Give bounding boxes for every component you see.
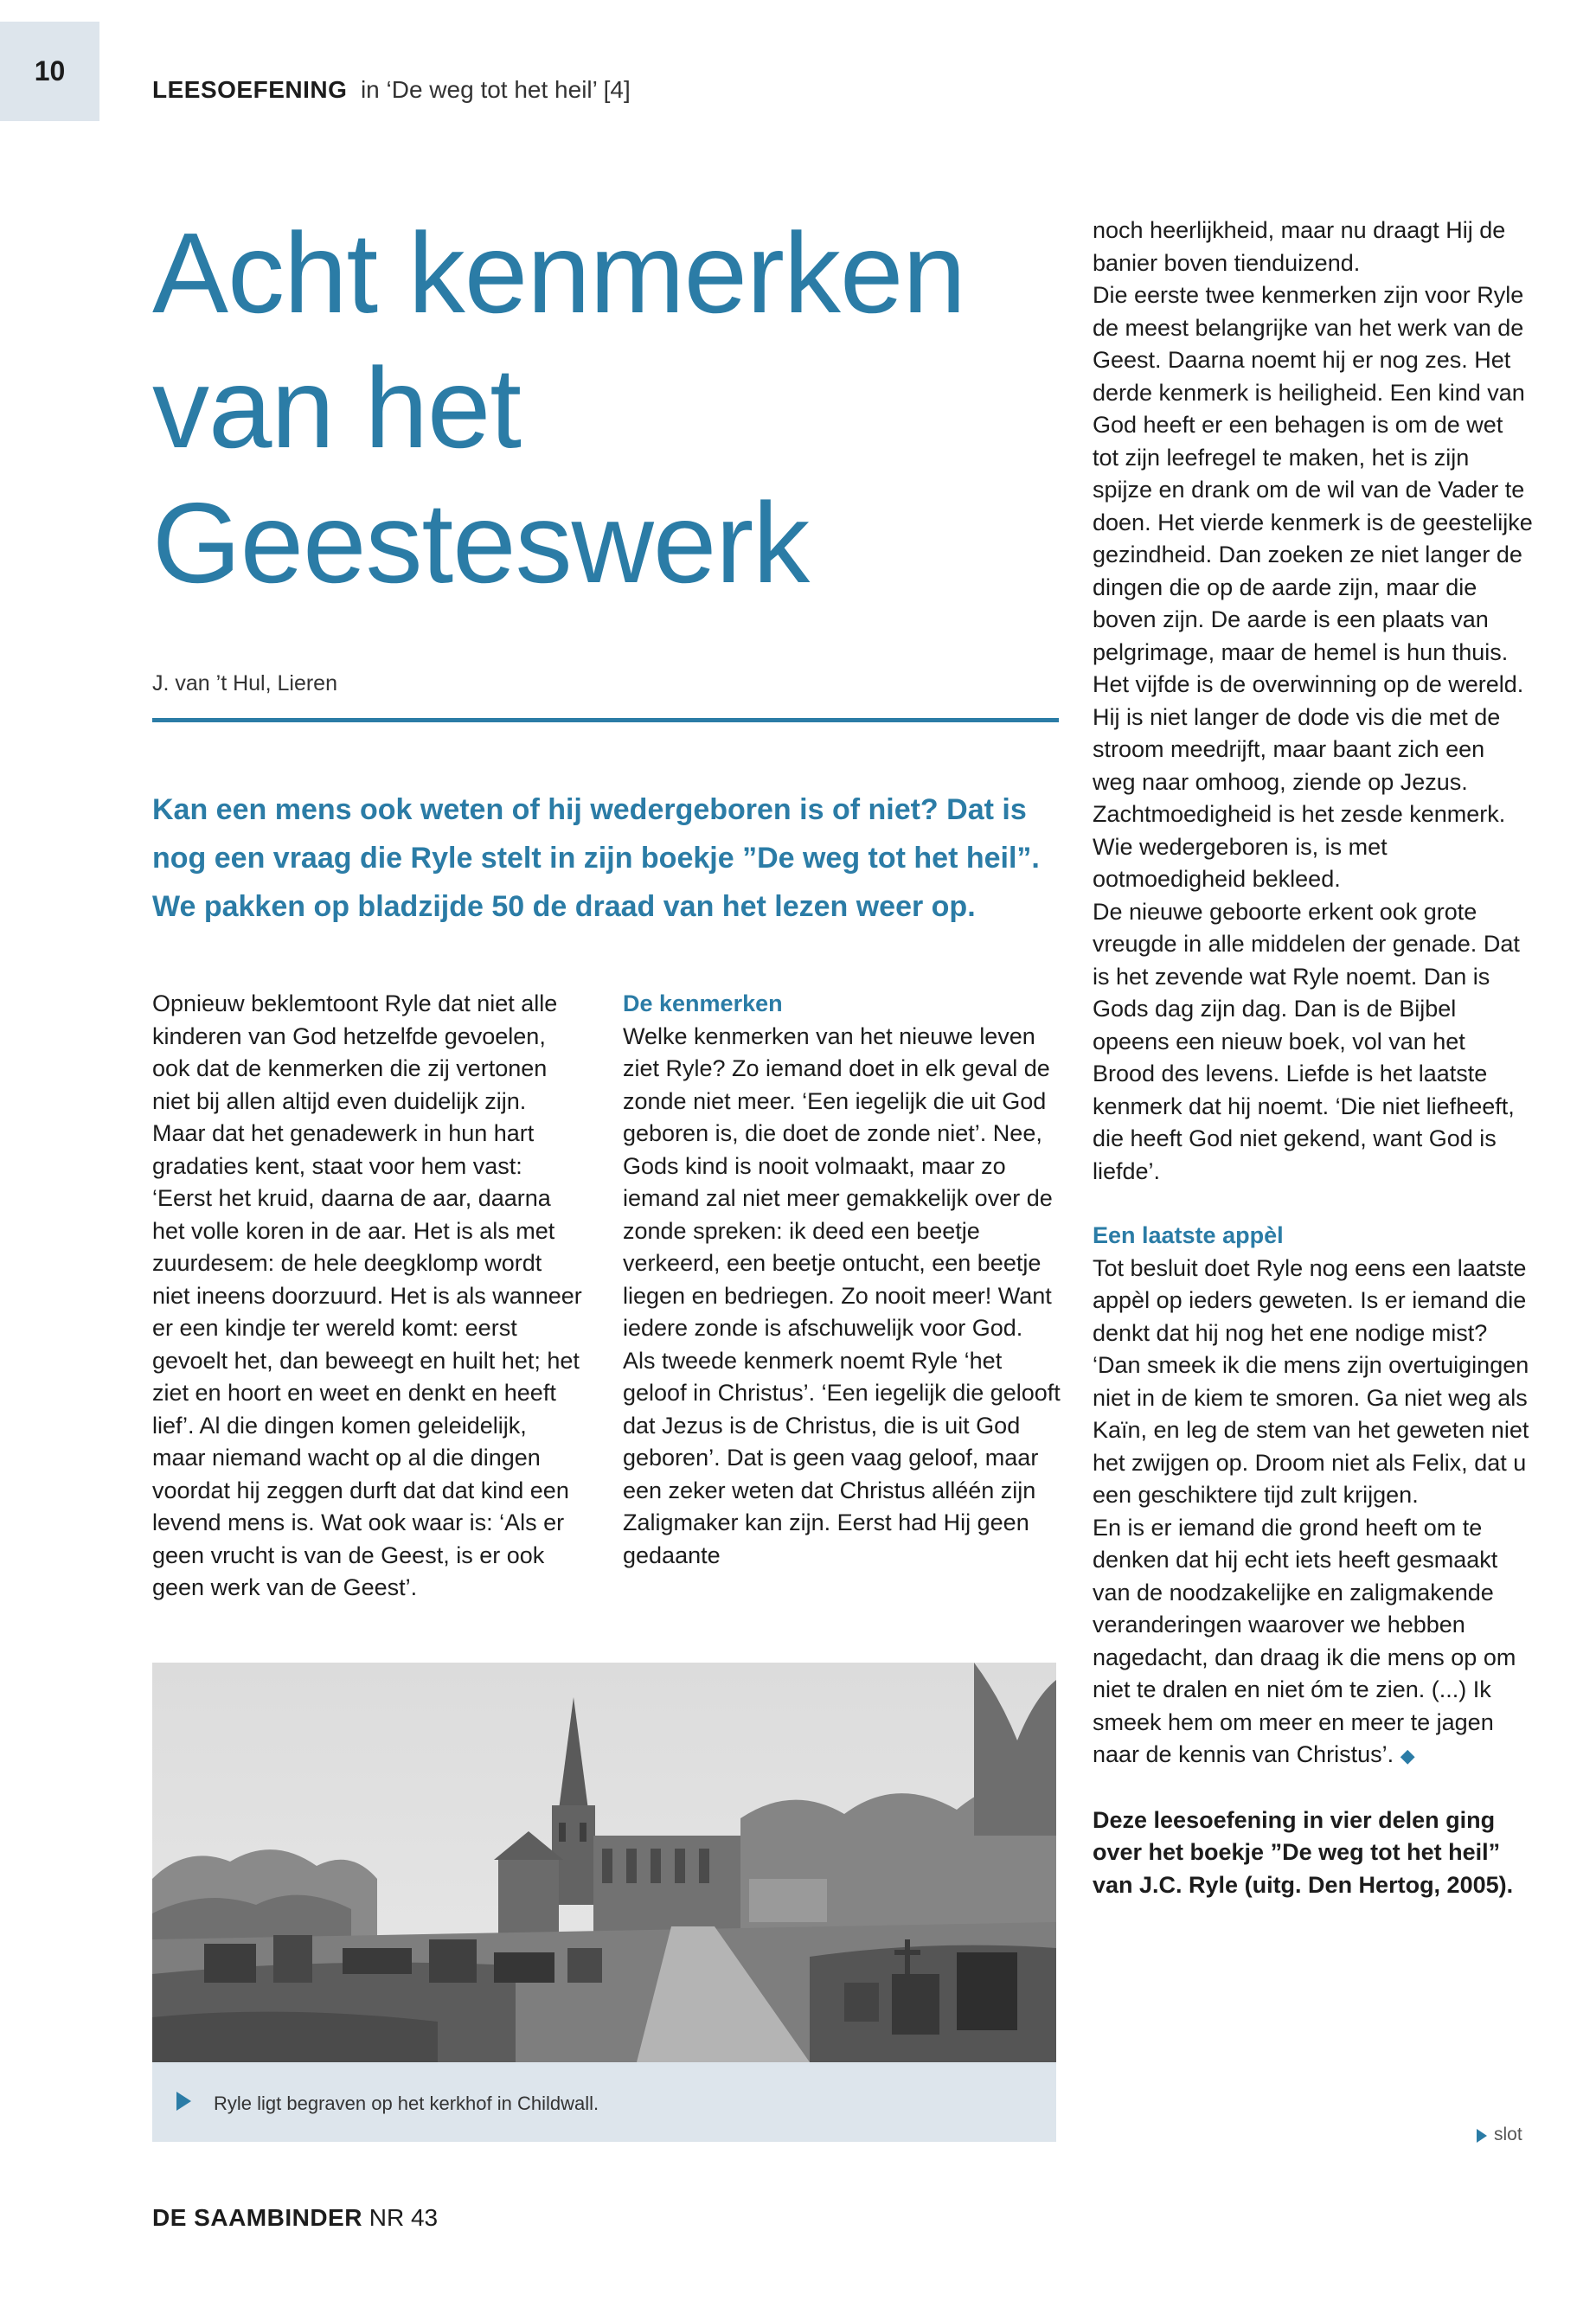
end-mark-icon: ◆ (1400, 1745, 1415, 1766)
paragraph-gap (1093, 1772, 1534, 1804)
issue-number: NR 43 (369, 2204, 439, 2231)
body-paragraph-text: En is er iemand die grond heeft om te denken dat hij echt iets heeft gesmaakt van de noodzakelijke en zaligmakende veranderingen waarover we hebben nagedacht, dan draag ik die mens op om niet te dralen en niet óm te zien. (...) Ik smeek hem om meer en meer te jagen naar de kennis van Christus’. (1093, 1514, 1516, 1767)
section-label: LEESOEFENING (152, 76, 348, 103)
churchyard-photo-illustration (152, 1663, 1056, 2062)
page-footer (152, 2204, 438, 2232)
continuation-label: slot (1494, 2125, 1522, 2144)
title-line-2: van het (152, 344, 521, 471)
subheading-appel: Een laatste appèl (1093, 1222, 1284, 1248)
author-byline: J. van ’t Hul, Lieren (152, 671, 337, 695)
photo-caption: Ryle ligt begraven op het kerkhof in Childwall. (214, 2093, 599, 2114)
body-paragraph: Het vijfde is de overwinning op de wereld. Hij is niet langer de dode vis die met de stroom meedrijft, maar baant zich een weg naar omhoog, ziende op Jezus. Zachtmoedigheid is het zesde kenmerk. Wie wedergeboren is, is met ootmoedigheid bekleed. (1093, 671, 1524, 892)
body-paragraph: Tot besluit doet Ryle nog eens een laatste appèl op ieders geweten. Is er iemand die denkt dat hij nog het ene nodige mist? ‘Dan smeek ik die mens zijn overtuigingen niet in de kiem te smoren. Ga niet weg als Kaïn, en leg de stem van het geweten niet het zwijgen op. Droom niet als Felix, dat u een geschiktere tijd zult krijgen. (1093, 1254, 1529, 1508)
caption-triangle-icon (176, 2092, 191, 2111)
body-paragraph: De nieuwe geboorte erkent ook grote vreugde in alle middelen der genade. Dat is het zevende wat Ryle noemt. Dan is Gods dag zijn dag. Dan is de Bijbel opeens een nieuw boek, vol van het Brood des levens. Liefde is het laatste kenmerk dat hij noemt. ‘Die niet liefheeft, die heeft God niet gekend, want God is liefde’. (1093, 898, 1520, 1184)
intro-text: Kan een mens ook weten of hij wedergeboren is of niet? Dat is nog een vraag die Ryle stelt in zijn boekje ”De weg tot het heil”. We pakken op bladzijde 50 de draad van het lezen weer op. (152, 793, 1040, 923)
churchyard-photo (152, 1663, 1056, 2062)
continuation-triangle-icon (1477, 2129, 1487, 2143)
body-paragraph: Als tweede kenmerk noemt Ryle ‘het geloof in Christus’. ‘Een iegelijk die gelooft dat Jezus is de Christus, die is uit God geboren’. Dat is geen vaag geloof, maar een zeker weten dat Christus alléén zijn Zaligmaker kan zijn. Eerst had Hij geen gedaante (623, 1347, 1061, 1568)
body-paragraph: Opnieuw beklemtoont Ryle dat niet alle kinderen van God hetzelfde gevoelen, ook dat de kenmerken die zij vertonen niet bij allen altijd even duidelijk zijn. Maar dat het genadewerk in hun hart gradaties kent, staat voor hem vast: ‘Eerst het kruid, daarna de aar, daarna het volle koren in de aar. Het is als met zuurdesem: de hele deegklomp wordt niet ineens doorzuurd. Het is als wanneer er een kindje ter wereld komt: eerst gevoelt het, dan beweegt en huilt het; het ziet en hoort en weet en denkt en heeft lief’. Al die dingen komen geleidelijk, maar niemand wacht op al die dingen voordat hij zeggen durft dat dat kind een levend mens is. Wat ook waar is: ‘Als er geen vrucht is van de Geest, is er ook geen werk van de Geest’. (152, 990, 582, 1600)
title-rule (152, 718, 1059, 722)
title-line-1: Acht kenmerken (152, 209, 965, 336)
paragraph-gap (1093, 1188, 1534, 1220)
series-text: in ‘De weg tot het heil’ [4] (360, 76, 631, 103)
body-paragraph (1093, 1512, 1534, 1772)
subheading-kenmerken: De kenmerken (623, 990, 783, 1016)
page-number-text: 10 (34, 55, 66, 87)
closing-note: Deze leesoefening in vier delen ging over het boekje ”De weg tot het heil” van J.C. Ryle (uitg. Den Hertog, 2005). (1093, 1806, 1514, 1898)
running-head (152, 76, 631, 104)
article-title (152, 206, 1052, 611)
body-paragraph: Die eerste twee kenmerken zijn voor Ryle de meest belangrijke van het werk van de Geest. Daarna noemt hij er nog zes. Het derde kenmerk is heiligheid. Een kind van God heeft er een behagen is om de wet tot zijn leefregel te maken, het is zijn spijze en drank om de wil van de Vader te doen. Het vierde kenmerk is de geestelijke gezindheid. Dan zoeken ze niet langer de dingen die op de aarde zijn, maar die boven zijn. De aarde is een plaats van pelgrimage, maar de hemel is hun thuis. (1093, 282, 1533, 665)
body-paragraph: noch heerlijkheid, maar nu draagt Hij de banier boven tienduizend. (1093, 217, 1506, 276)
title-line-3: Geesteswerk (152, 479, 810, 606)
body-column-2 (623, 988, 1064, 1572)
publication-name: DE SAAMBINDER (152, 2204, 362, 2231)
body-paragraph: Welke kenmerken van het nieuwe leven ziet Ryle? Zo iemand doet in elk geval de zonde niet meer. ‘Een iegelijk die uit God geboren is, die doet de zonde niet’. Nee, Gods kind is nooit volmaakt, maar zo iemand zal niet meer gemakkelijk over de zonde spreken: ik deed een beetje verkeerd, een beetje ontucht, een beetje liegen en bedriegen. Zo nooit meer! Want iedere zonde is afschuwelijk voor God. (623, 1022, 1053, 1341)
page-number (0, 22, 99, 121)
body-column-1 (152, 988, 585, 1605)
body-column-3 (1093, 215, 1534, 1901)
